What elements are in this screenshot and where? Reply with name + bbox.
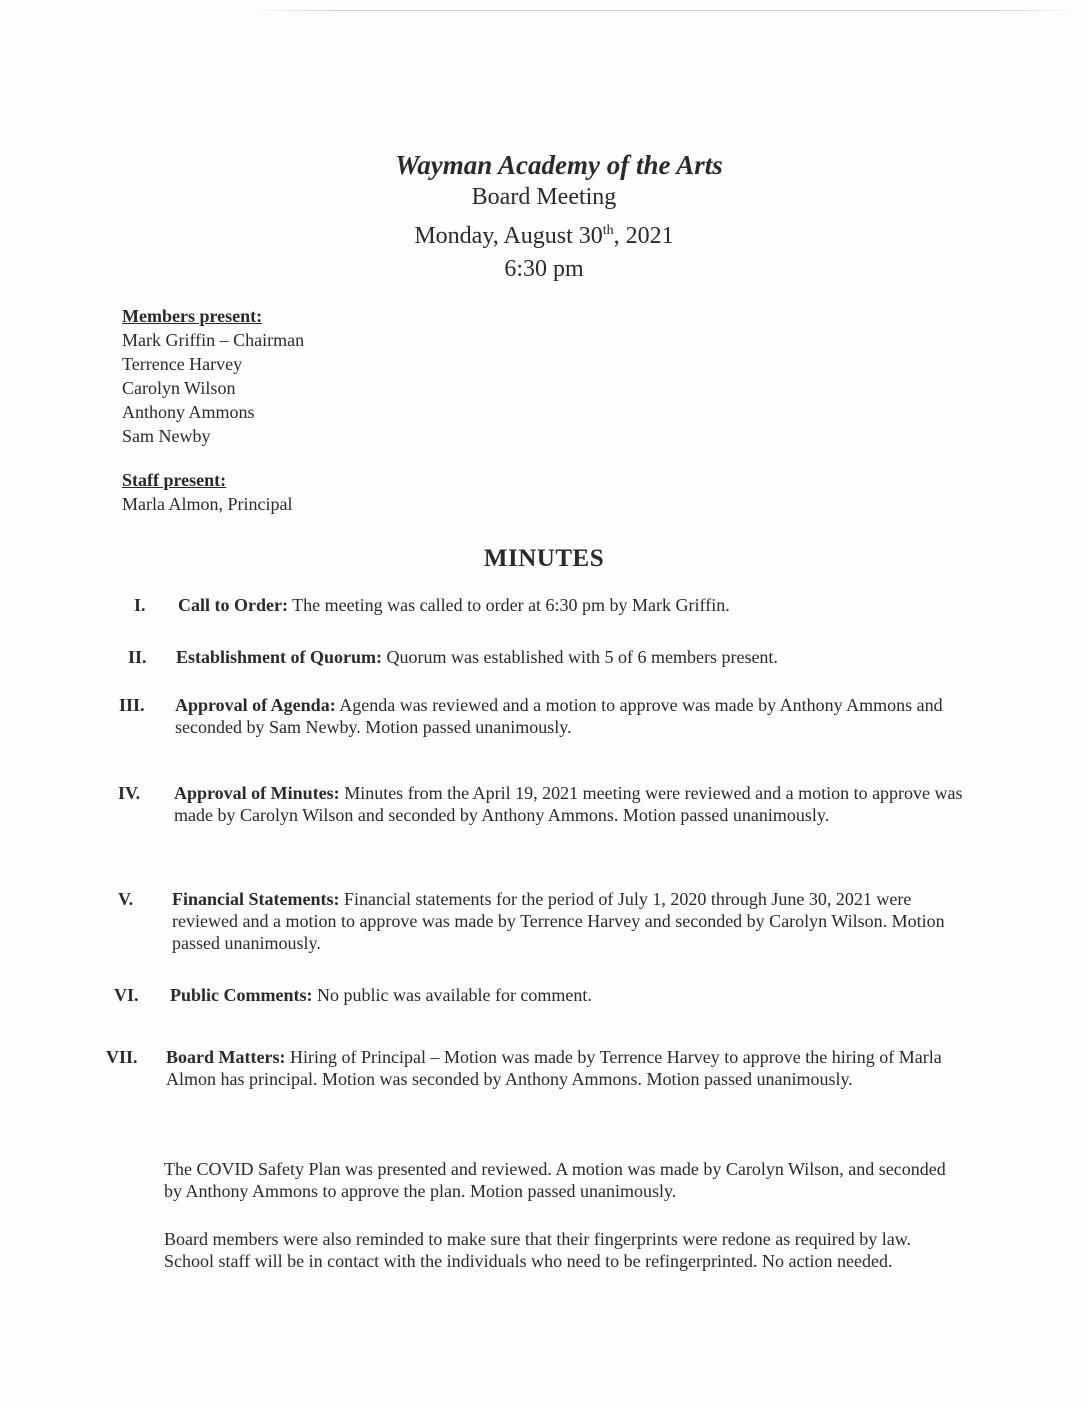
- item-text: No public was available for comment.: [317, 985, 592, 1005]
- fingerprint-paragraph: Board members were also reminded to make sure that their fingerprints were redone as required by law. School staff will be in contact with the individuals who need to be refingerprinted. No action needed.: [164, 1229, 912, 1271]
- item-body: [175, 694, 965, 738]
- item-number: III.: [119, 695, 145, 715]
- item-body: [170, 984, 960, 1006]
- item-body: [172, 888, 962, 954]
- item-label: Approval of Agenda:: [175, 695, 336, 715]
- members-present-section: [122, 304, 304, 448]
- item-body: [166, 1046, 956, 1090]
- minutes-heading: MINUTES: [483, 545, 605, 572]
- item-number: V.: [118, 889, 134, 909]
- members-present-title: Members present:: [122, 306, 263, 326]
- item-label: Establishment of Quorum:: [176, 647, 383, 667]
- meeting-time: 6:30 pm: [504, 256, 584, 282]
- item-text: Financial statements for the period of July 1, 2020 through June 30, 2021 were reviewed and a motion to approve was made by Terrence Harvey and seconded by Carolyn Wilson. Motion passed unanimously.: [172, 889, 945, 953]
- item-label: Board Matters:: [166, 1047, 286, 1067]
- item-body: [176, 646, 966, 668]
- item-body: [178, 594, 968, 616]
- date-suffix: , 2021: [613, 223, 674, 249]
- item-label: Financial Statements:: [172, 889, 340, 909]
- item-label: Approval of Minutes:: [174, 783, 340, 803]
- item-label: Public Comments:: [170, 985, 313, 1005]
- member-name: Mark Griffin – Chairman: [122, 330, 305, 350]
- member-name: Terrence Harvey: [122, 354, 243, 374]
- staff-present-title: Staff present:: [122, 470, 227, 490]
- meeting-type: Board Meeting: [471, 184, 617, 210]
- item-body: [174, 782, 964, 826]
- staff-name: Marla Almon, Principal: [122, 494, 293, 514]
- item-text: Agenda was reviewed and a motion to approve was made by Anthony Ammons and seconded by Sam Newby. Motion passed unanimously.: [175, 695, 943, 737]
- item-number: VI.: [114, 985, 139, 1005]
- document-header: [0, 150, 1088, 286]
- meeting-date: [0, 214, 1088, 253]
- item-number: II.: [128, 647, 147, 667]
- scan-edge-line: [250, 10, 1080, 11]
- item-text: Hiring of Principal – Motion was made by Terrence Harvey to approve the hiring of Marla Almon has principal. Motion was seconded by Anthony Ammons. Motion passed unanimously.: [166, 1047, 942, 1089]
- member-name: Carolyn Wilson: [122, 378, 236, 398]
- school-name: Wayman Academy of the Arts: [395, 150, 723, 180]
- item-number: I.: [134, 595, 146, 615]
- item-number: IV.: [118, 783, 141, 803]
- staff-present-section: [122, 468, 292, 516]
- date-prefix: Monday, August 30: [414, 223, 603, 249]
- item-label: Call to Order:: [178, 595, 288, 615]
- item-text: Minutes from the April 19, 2021 meeting were reviewed and a motion to approve was made by Carolyn Wilson and seconded by Anthony Ammons. Motion passed unanimously.: [174, 783, 963, 825]
- covid-plan-paragraph: The COVID Safety Plan was presented and reviewed. A motion was made by Carolyn Wilson, and seconded by Anthony Ammons to approve the plan. Motion passed unanimously.: [164, 1159, 946, 1201]
- item-number: VII.: [106, 1047, 138, 1067]
- member-name: Sam Newby: [122, 426, 211, 446]
- item-text: The meeting was called to order at 6:30 pm by Mark Griffin.: [292, 595, 730, 615]
- item-text: Quorum was established with 5 of 6 members present.: [386, 647, 778, 667]
- member-name: Anthony Ammons: [122, 402, 255, 422]
- date-ordinal: th: [602, 223, 614, 238]
